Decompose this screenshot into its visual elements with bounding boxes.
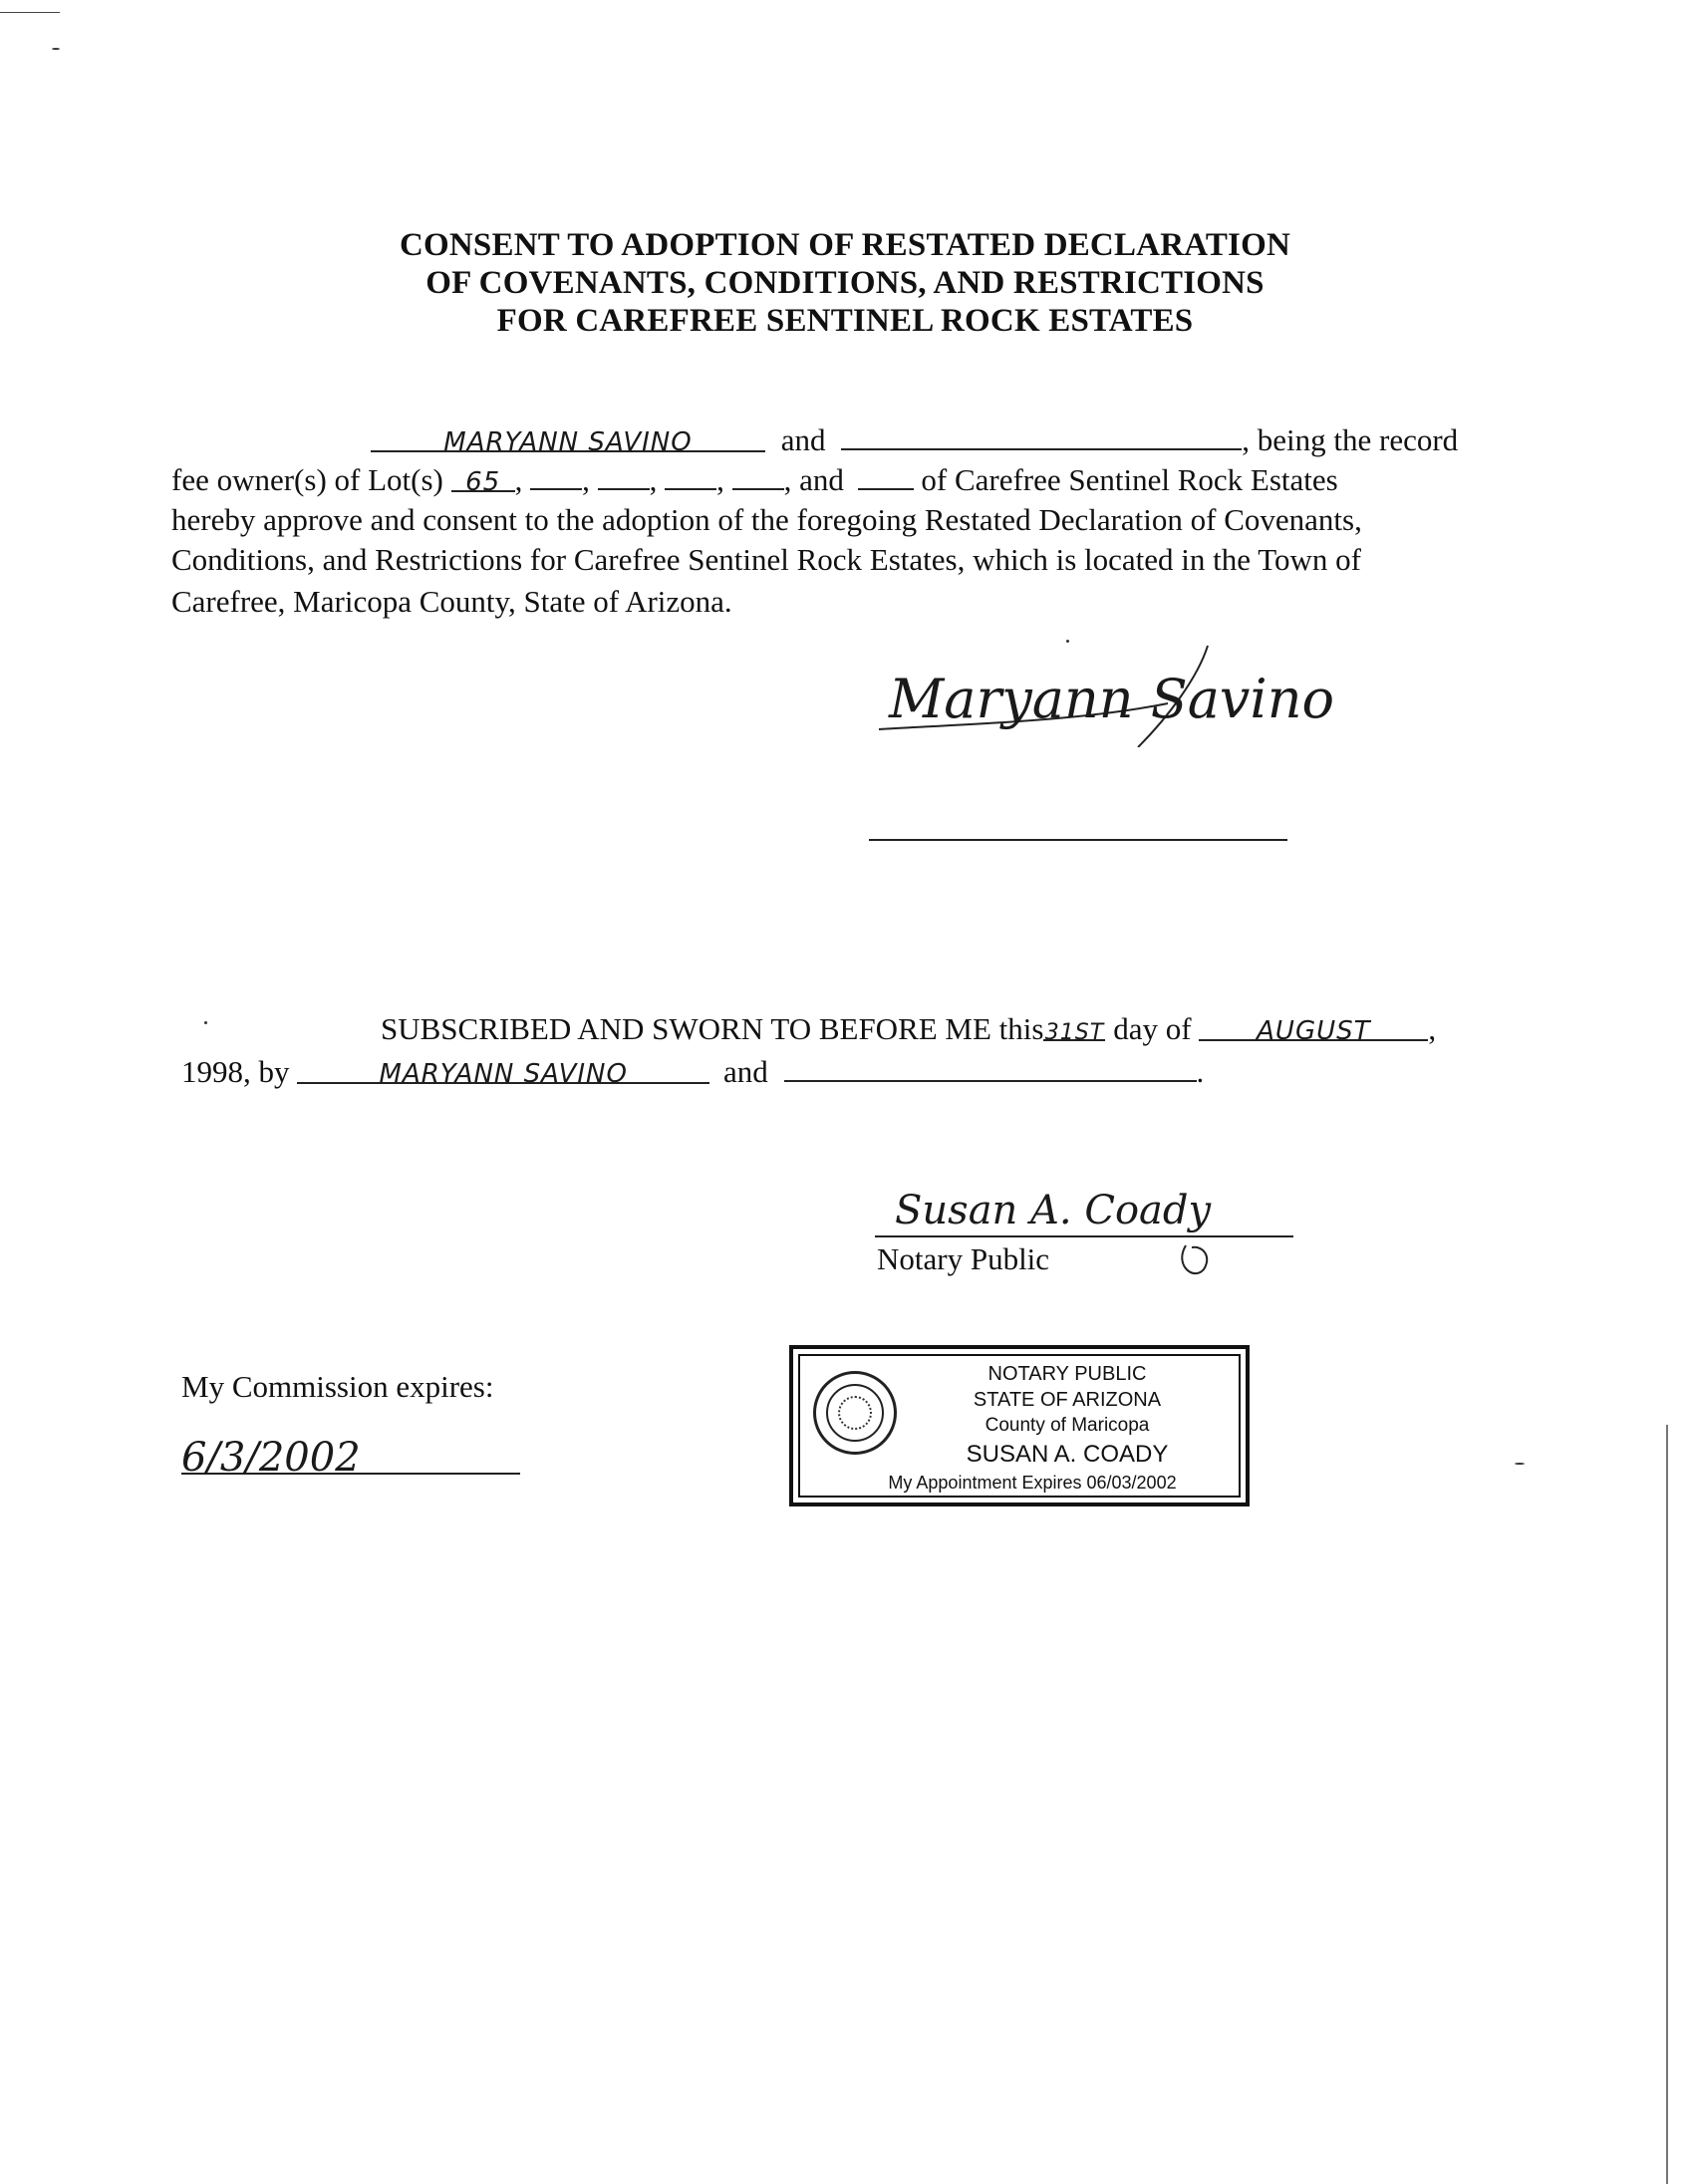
month-field (1199, 1009, 1428, 1046)
scan-speck (204, 1021, 207, 1024)
lot-number-handwritten: 65 (465, 467, 501, 497)
stamp-line-2: STATE OF ARIZONA (973, 1389, 1162, 1411)
lot-field-5 (732, 458, 784, 490)
second-sworn-name-field (784, 1050, 1197, 1082)
lot-field-4 (665, 458, 716, 490)
lot-field-2 (530, 458, 582, 490)
document-title-line-1: CONSENT TO ADOPTION OF RESTATED DECLARATION (400, 227, 1290, 263)
and-text: , and (783, 462, 844, 497)
owner-name-field (371, 420, 765, 457)
comma: , (582, 462, 590, 497)
day-field (1043, 1009, 1105, 1045)
stamp-line-3: County of Maricopa (985, 1415, 1150, 1436)
consent-line-1 (371, 418, 1458, 460)
owner-signature (869, 638, 1367, 747)
owner-signature-text: Maryann Savino (889, 668, 1334, 730)
scan-speck (1515, 1463, 1525, 1465)
oath-line-2 (181, 1050, 1204, 1092)
and-text: and (723, 1054, 768, 1089)
commission-date-handwritten: 6/3/2002 (181, 1435, 361, 1481)
of-estates-text: of Carefree Sentinel Rock Estates (921, 462, 1338, 497)
period: . (1196, 1054, 1205, 1089)
day-handwritten: 31ST (1044, 1020, 1105, 1045)
comma: , (1428, 1011, 1437, 1046)
commission-expires-label: My Commission expires: (181, 1369, 494, 1404)
month-handwritten: AUGUST (1257, 1016, 1371, 1046)
notary-stamp (789, 1345, 1250, 1506)
state-seal-icon (813, 1371, 897, 1455)
day-of-text: day of (1113, 1011, 1192, 1046)
notary-public-label: Notary Public (877, 1241, 1050, 1276)
notary-signature-line (875, 1235, 1293, 1237)
lot-field-6 (858, 458, 914, 490)
consent-line-3: hereby approve and consent to the adoption of the foregoing Restated Declaration of Covenants, (171, 502, 1362, 537)
seal-core (838, 1396, 872, 1430)
being-record-text: , being the record (1242, 422, 1459, 457)
oath-prefix: SUBSCRIBED AND SWORN TO BEFORE ME this (381, 1011, 1044, 1046)
notary-signature-text: Susan A. Coady (895, 1188, 1212, 1233)
document-title-line-3: FOR CAREFREE SENTINEL ROCK ESTATES (496, 303, 1194, 339)
stamp-line-1: NOTARY PUBLIC (987, 1363, 1147, 1385)
oath-line-1 (381, 1009, 1436, 1049)
consent-line-4: Conditions, and Restrictions for Carefree Sentinel Rock Estates, which is located in the Town of (171, 542, 1361, 577)
fee-owner-text: fee owner(s) of Lot(s) (171, 462, 443, 497)
commission-date-field (181, 1435, 520, 1481)
year-by-text: 1998, by (181, 1054, 290, 1089)
lot-field-1 (451, 460, 515, 497)
second-owner-field (841, 418, 1242, 450)
comma: , (716, 462, 724, 497)
document-title-line-2: OF COVENANTS, CONDITIONS, AND RESTRICTIONS (425, 265, 1265, 301)
comma: , (649, 462, 658, 497)
consent-line-5: Carefree, Maricopa County, State of Arizona. (171, 584, 732, 619)
owner-name-handwritten: MARYANN SAVINO (443, 427, 693, 457)
and-text: and (780, 422, 826, 457)
scan-corner-mark (0, 12, 60, 13)
lot-field-3 (598, 458, 650, 490)
scan-speck (52, 48, 60, 50)
second-signature-line (869, 839, 1287, 841)
comma: , (514, 462, 523, 497)
consent-line-2 (171, 458, 1338, 500)
sworn-name-field (297, 1052, 709, 1089)
scan-right-edge (1666, 1425, 1668, 2184)
stamp-line-4: SUSAN A. COADY (966, 1441, 1169, 1468)
stamp-line-5: My Appointment Expires 06/03/2002 (888, 1473, 1177, 1493)
sworn-name-handwritten: MARYANN SAVINO (379, 1059, 628, 1089)
